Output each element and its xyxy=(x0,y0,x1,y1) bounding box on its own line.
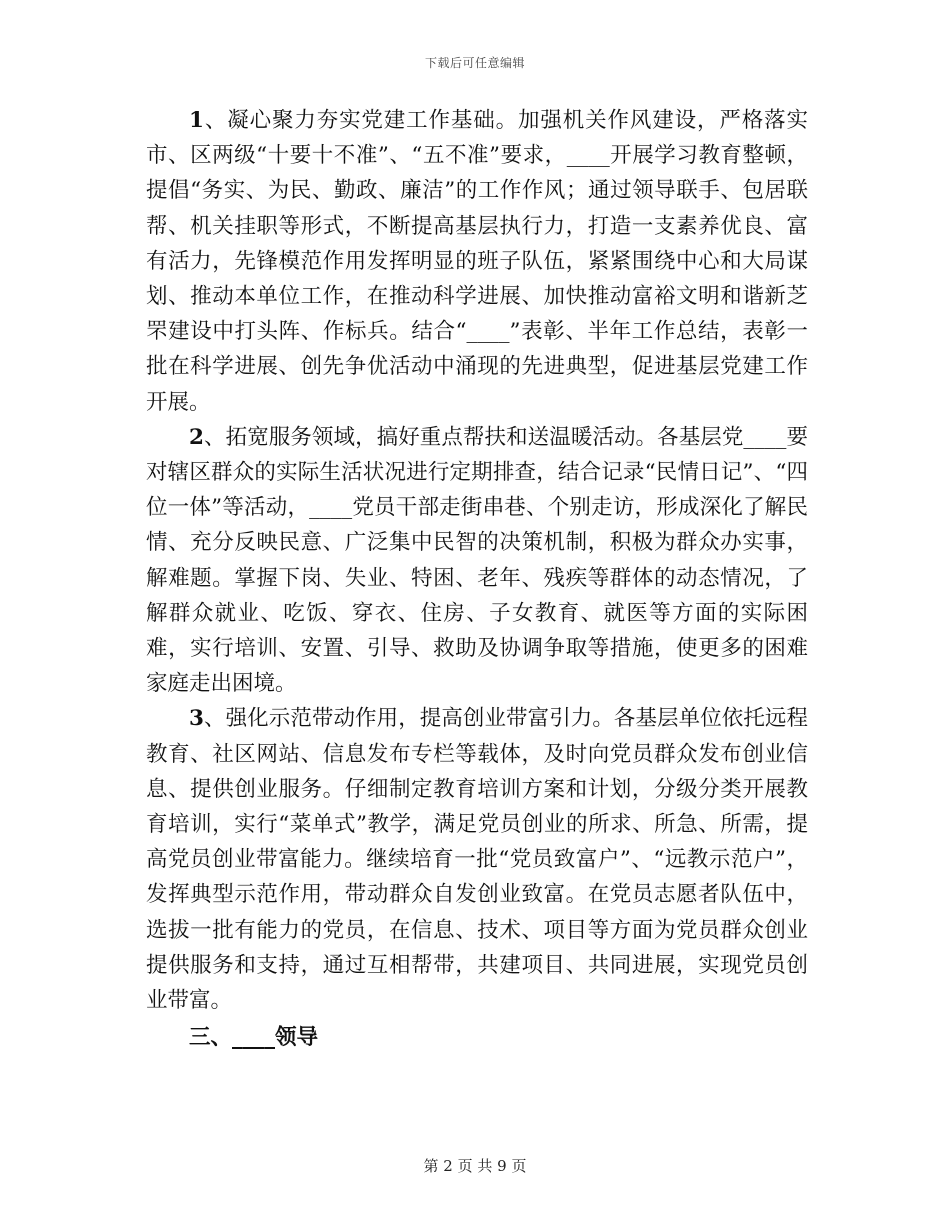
page-number: 第 2 页 共 9 页 xyxy=(423,1157,527,1175)
paragraph-3-text: 、强化示范带动作用，提高创业带富引力。各基层单位依托远程教育、社区网站、信息发布专栏等载体，及时向党员群众发布创业信息、提供创业服务。仔细制定教育培训方案和计划，分级分类开展教育培训，实行“菜单式”教学，满足党员创业的所求、所急、所需，提高党员创业带富能力。继续培育一批“党员致富户”、“远教示范户”，发挥典型示范作用，带动群众自发创业致富。在党员志愿者队伍中，选拔一批有能力的党员，在信息、技术、项目等方面为党员群众创业提供服务和支持，通过互相帮带，共建项目、共同进展，实现党员创业带富。 xyxy=(146,706,808,1014)
paragraph-2-text: 、拓宽服务领域，搞好重点帮扶和送温暖活动。各基层党____要对辖区群众的实际生活状况进行定期排查，结合记录“民情日记”、“四位一体”等活动，____党员干部走街串巷、个别走访，形成深化了解民情、充分反映民意、广泛集中民智的决策机制，积极为群众办实事，解难题。掌握下岗、失业、特困、老年、残疾等群体的动态情况，了解群众就业、吃饭、穿衣、住房、子女教育、就医等方面的实际困难，实行培训、安置、引导、救助及协调争取等措施，使更多的困难家庭走出困境。 xyxy=(146,424,808,697)
paragraph-2 xyxy=(146,420,808,702)
paragraph-1 xyxy=(146,103,808,420)
page-header-note: 下载后可任意编辑 xyxy=(424,56,525,70)
document-body xyxy=(146,103,808,1055)
paragraph-1-number: 1 xyxy=(189,108,204,133)
paragraph-3-number: 3 xyxy=(189,706,204,732)
paragraph-1-text: 、凝心聚力夯实党建工作基础。加强机关作风建设，严格落实市、区两级“十要十不准”、“五不准”要求，____开展学习教育整顿，提倡“务实、为民、勤政、廉洁”的工作作风；通过领导联手、包居联帮、机关挂职等形式，不断提高基层执行力，打造一支素养优良、富有活力，先锋模范作用发挥明显的班子队伍，紧紧围绕中心和大局谋划、推动本单位工作，在推动科学进展、加快推动富裕文明和谐新芝罘建设中打头阵、作标兵。结合“____”表彰、半年工作总结，表彰一批在科学进展、创先争优活动中涌现的先进典型，促进基层党建工作开展。 xyxy=(146,108,808,415)
paragraph-3 xyxy=(146,701,808,1018)
paragraph-2-number: 2 xyxy=(189,424,204,450)
section-heading: 三、____领导 xyxy=(189,1025,319,1051)
